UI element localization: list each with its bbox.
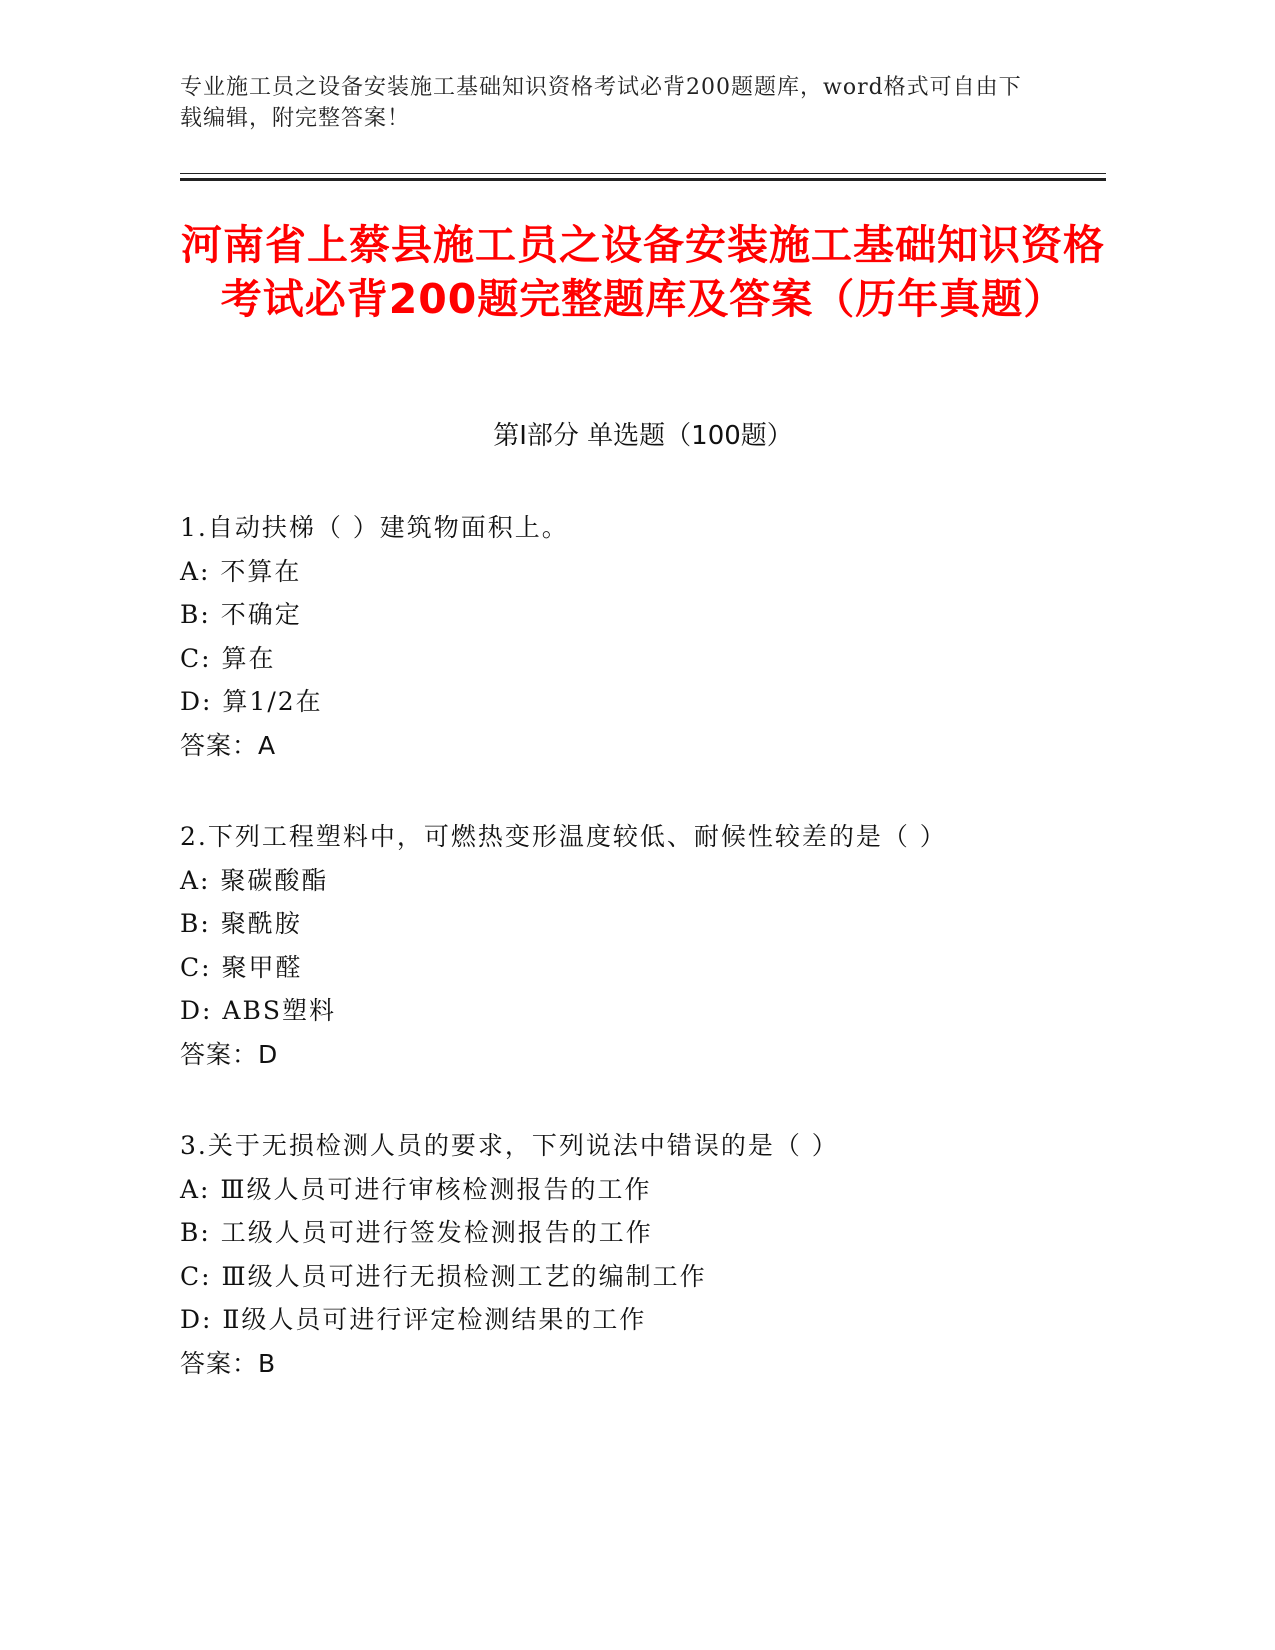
header-rule-thin — [180, 173, 1106, 174]
question-stem: 2.下列工程塑料中，可燃热变形温度较低、耐候性较差的是（ ） — [180, 822, 947, 851]
section-heading: 第Ⅰ部分 单选题（100题） — [493, 421, 793, 451]
option-b: B: 不确定 — [180, 600, 302, 629]
question-3 — [180, 1124, 1106, 1385]
option-c: C: Ⅲ级人员可进行无损检测工艺的编制工作 — [180, 1261, 707, 1291]
question-stem: 1.自动扶梯（ ）建筑物面积上。 — [180, 513, 569, 542]
answer-line: 答案：A — [180, 730, 277, 760]
document-title: 河南省上蔡县施工员之设备安装施工基础知识资格考试必背200题完整题库及答案（历年真题） — [181, 221, 1105, 323]
option-a: A: Ⅲ级人员可进行审核检测报告的工作 — [180, 1174, 652, 1204]
question-2 — [180, 815, 1106, 1076]
question-1 — [180, 506, 1106, 767]
header-note: 专业施工员之设备安装施工基础知识资格考试必背200题题库，word格式可自由下载编辑，附完整答案！ — [180, 75, 1022, 131]
option-d: D: ABS塑料 — [180, 996, 336, 1025]
answer-line: 答案：D — [180, 1039, 279, 1069]
option-a: A: 聚碳酸酯 — [180, 865, 329, 895]
option-b: B: 聚酰胺 — [180, 909, 302, 938]
option-d: D: Ⅱ级人员可进行评定检测结果的工作 — [180, 1305, 647, 1334]
option-a: A: 不算在 — [180, 556, 302, 586]
answer-line: 答案：B — [180, 1348, 277, 1378]
option-b: B: 工级人员可进行签发检测报告的工作 — [180, 1218, 653, 1247]
question-list — [180, 506, 1106, 1433]
option-c: C: 算在 — [180, 643, 276, 673]
option-c: C: 聚甲醛 — [180, 952, 303, 982]
option-d: D: 算1/2在 — [180, 687, 323, 716]
header-rule-thick — [180, 178, 1106, 181]
question-stem: 3.关于无损检测人员的要求，下列说法中错误的是（ ） — [180, 1131, 839, 1160]
